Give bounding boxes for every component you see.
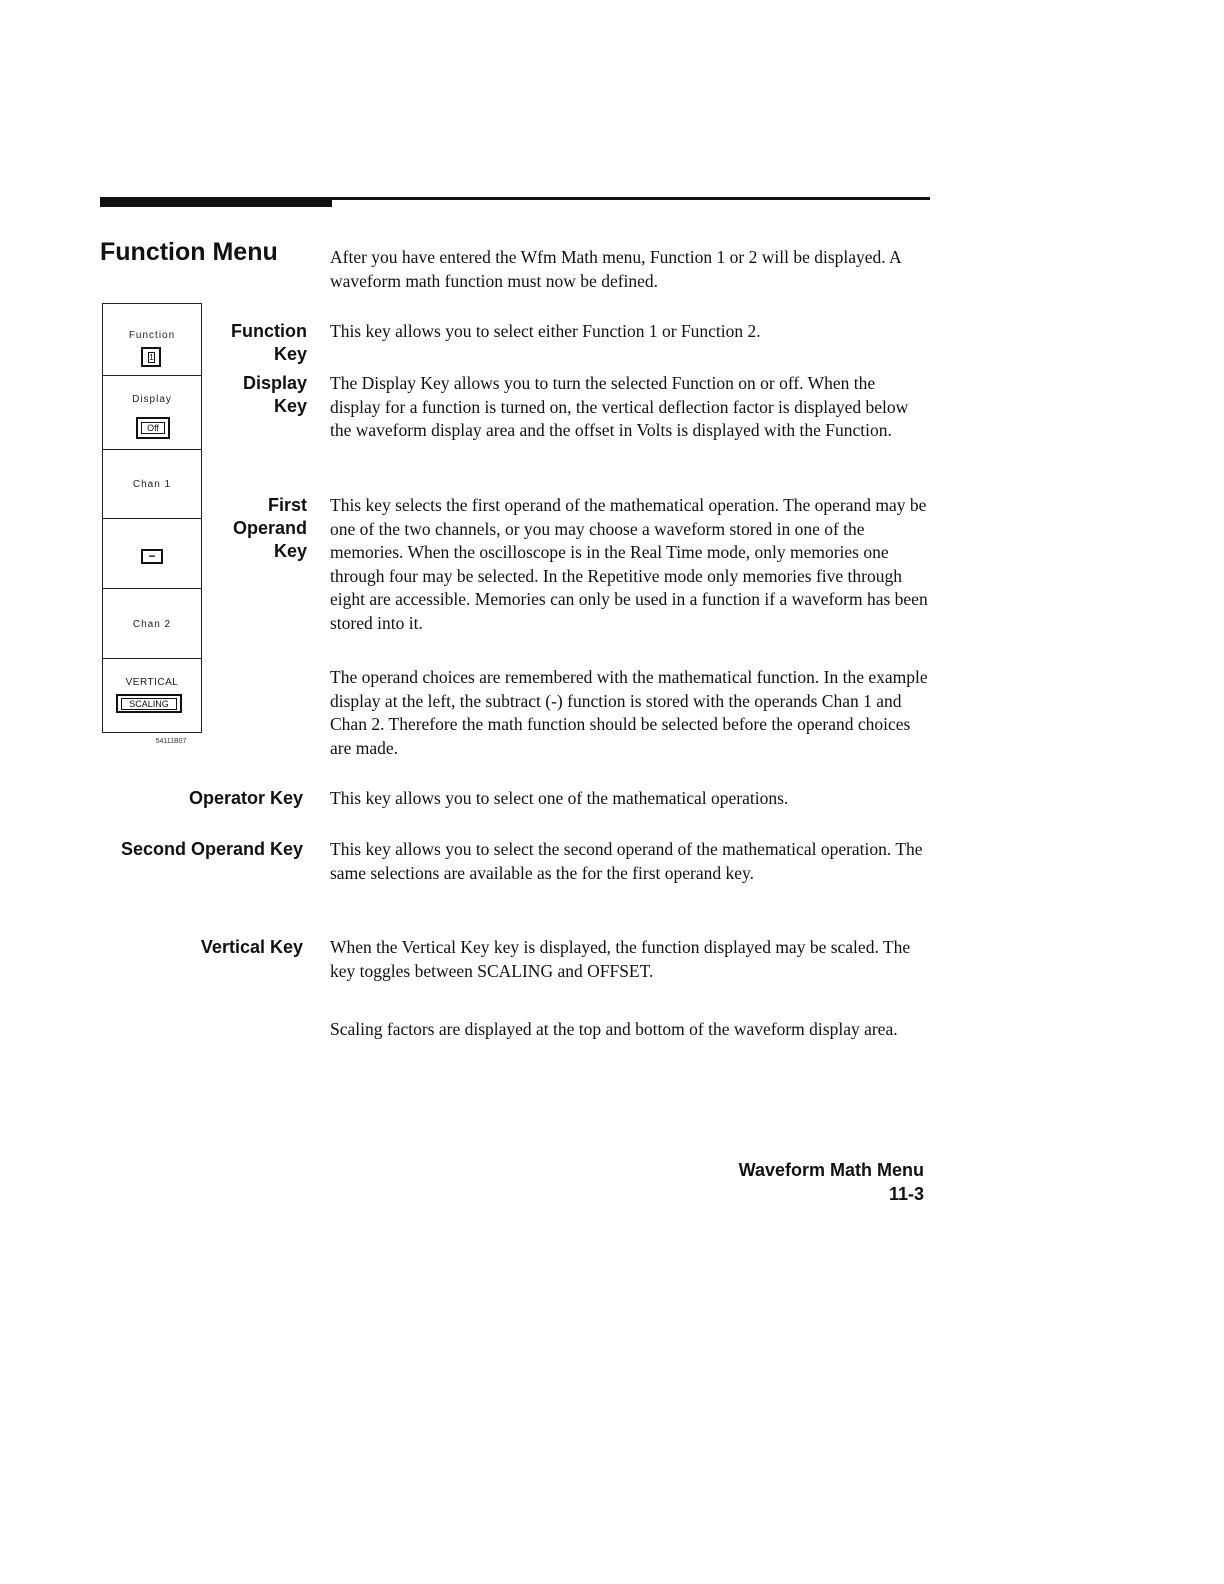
function-softkey-label: Function (128, 330, 176, 341)
function-key-label-line1: Function (231, 321, 307, 341)
vertical-softkey-label: VERTICAL (125, 677, 179, 688)
display-softkey-value: Off (141, 422, 165, 434)
softkey-separator (102, 449, 202, 450)
function-softkey-value-box (141, 347, 161, 367)
first-operand-key-label-line3: Key (273, 541, 307, 561)
vertical-softkey-value-box (116, 694, 182, 713)
vertical-key-label: Vertical Key (200, 937, 303, 957)
display-key-label (243, 372, 307, 418)
vertical-softkey-value: SCALING (121, 698, 177, 710)
display-softkey-value-box (136, 417, 170, 439)
operator-key-description: This key allows you to select one of the mathematical operations. (330, 788, 789, 808)
second-operand-key-label: Second Operand Key (120, 839, 303, 859)
function-softkey-value: 1 (149, 353, 154, 362)
function-key-label (231, 320, 307, 366)
scaling-factors-paragraph: Scaling factors are displayed at the top and bottom of the waveform display area. (330, 1019, 898, 1039)
chan1-softkey-label: Chan 1 (132, 479, 172, 490)
figure-id: 54111B07 (155, 738, 187, 745)
chan2-softkey-label: Chan 2 (132, 619, 172, 630)
intro-paragraph: After you have entered the Wfm Math menu, Function 1 or 2 will be displayed. A waveform math function must now be defined. (330, 247, 901, 291)
softkey-separator (102, 375, 202, 376)
display-key-label-line2: Key (273, 396, 307, 416)
section-title: Function Menu (100, 238, 278, 266)
softkey-separator (102, 518, 202, 519)
function-key-description: This key allows you to select either Function 1 or Function 2. (330, 321, 761, 341)
operator-key-label: Operator Key (188, 788, 303, 808)
header-rule (100, 197, 930, 200)
first-operand-key-label-line1: First (267, 495, 307, 515)
panel-top-edge (102, 303, 202, 304)
display-softkey-label: Display (132, 394, 172, 405)
softkey-separator (102, 658, 202, 659)
first-operand-key-description: This key selects the first operand of the mathematical operation. The operand may be one of the two channels, or you may choose a waveform stored in one of the memories. When the oscilloscope is in the Real Time mode, only memories one through four may be selected. In the Repetitive mode only memories five through eight are accessible. Memories can only be used in a function if a waveform has been stored into it. (330, 495, 928, 633)
softkey-separator (102, 588, 202, 589)
vertical-key-description: When the Vertical Key key is displayed, the function displayed may be scaled. The key toggles between SCALING and OFFSET. (330, 937, 911, 981)
first-operand-key-label-line2: Operand (232, 518, 307, 538)
display-key-label-line1: Display (242, 373, 307, 393)
function-key-label-line2: Key (273, 344, 307, 364)
operand-choices-paragraph: The operand choices are remembered with the mathematical function. In the example display at the left, the subtract (-) function is stored with the operands Chan 1 and Chan 2. Therefore the math function should be selected before the operand choices are made. (330, 667, 928, 758)
softkey-menu-figure (102, 303, 202, 733)
first-operand-key-label (233, 494, 307, 563)
operator-softkey-value: − (141, 549, 163, 564)
page-number: 11-3 (888, 1184, 924, 1204)
panel-bottom-edge (102, 732, 202, 733)
second-operand-key-description: This key allows you to select the second operand of the mathematical operation. The same selections are available as the for the first operand key. (330, 839, 923, 883)
display-key-description: The Display Key allows you to turn the selected Function on or off. When the display for a function is turned on, the vertical deflection factor is displayed below the waveform display area and the offset in Volts is displayed with the Function. (330, 373, 909, 440)
footer-chapter-title: Waveform Math Menu (738, 1160, 924, 1180)
